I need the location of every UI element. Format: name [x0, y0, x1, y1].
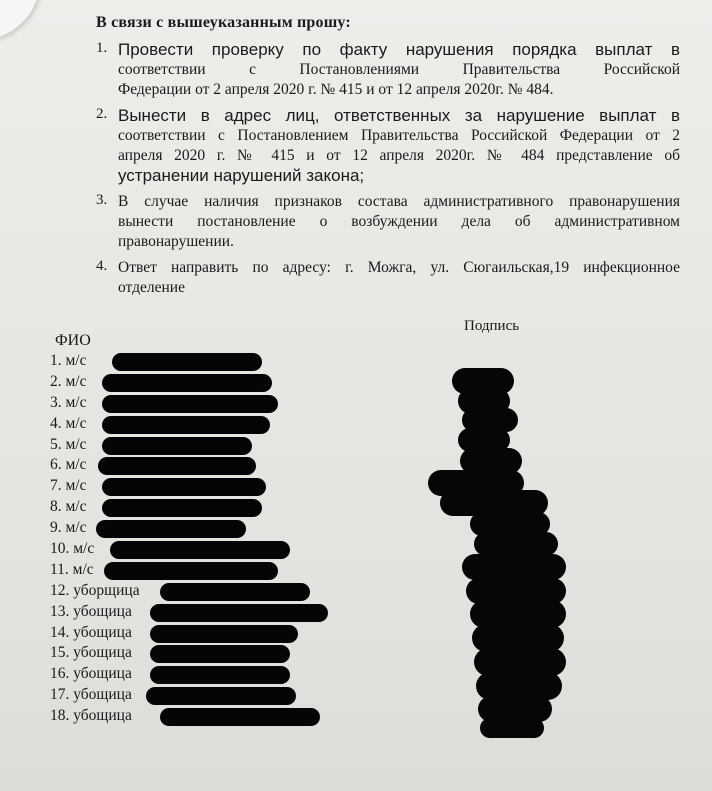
redaction-bar	[102, 416, 270, 434]
staff-position: 6. м/с	[50, 456, 87, 474]
request-item-line: В случае наличия признаков состава административного правонарушения	[118, 193, 680, 210]
staff-row	[50, 685, 140, 706]
redaction-bar	[160, 708, 320, 726]
request-item-line: соответствии с Постановлениями Правительства Российской	[118, 61, 680, 78]
request-item-line: Вынести в адрес лиц, ответственных за нарушение выплат в	[118, 106, 680, 125]
staff-position: 16. убощица	[50, 665, 132, 683]
staff-row	[50, 539, 140, 560]
staff-row	[50, 602, 140, 623]
page-curl	[0, 0, 40, 40]
redaction-bar	[112, 353, 262, 371]
staff-position: 9. м/с	[50, 519, 87, 537]
request-item	[90, 106, 680, 186]
signature-redaction	[474, 532, 558, 556]
staff-row	[50, 623, 140, 644]
request-item-line: соответствии с Постановлением Правительства Российской Федерации от 2	[118, 127, 680, 144]
staff-list	[50, 351, 140, 727]
staff-position: 12. уборщица	[50, 581, 140, 599]
staff-position: 1. м/с	[50, 352, 87, 369]
staff-row	[50, 455, 140, 476]
redaction-bar	[102, 374, 272, 392]
staff-row	[50, 372, 140, 393]
staff-position: 7. м/с	[50, 477, 87, 495]
staff-row	[50, 497, 140, 518]
request-item-line: Федерации от 2 апреля 2020 г. № 415 и от 12 апреля 2020г. № 484.	[118, 81, 554, 98]
redaction-bar	[104, 562, 278, 580]
request-item	[90, 258, 680, 298]
redaction-bar	[150, 645, 290, 663]
staff-position: 11. м/с	[50, 560, 94, 578]
request-item-number: 1.	[96, 40, 108, 56]
request-item-line: апреля 2020 г. № 415 и от 12 апреля 2020г. № 484 представление об	[118, 147, 680, 164]
signature-redaction	[462, 554, 566, 580]
staff-row	[50, 476, 140, 497]
staff-row	[50, 414, 140, 435]
request-intro: В связи с вышеуказанным прошу:	[96, 14, 351, 31]
redaction-bar	[102, 437, 252, 455]
staff-position: 5. м/с	[50, 435, 87, 453]
staff-position: 15. убощица	[50, 644, 132, 662]
staff-position: 10. м/с	[50, 540, 95, 558]
request-item-line: Ответ направить по адресу: г. Можга, ул. Сюгаильская,19 инфекционное	[118, 259, 680, 276]
redaction-bar	[102, 395, 278, 413]
staff-row	[50, 664, 140, 685]
staff-row	[50, 706, 140, 727]
staff-row	[50, 518, 140, 539]
staff-row	[50, 351, 140, 372]
request-item-line: отделение	[118, 279, 185, 296]
redaction-bar	[150, 604, 328, 622]
redaction-bar	[146, 687, 296, 705]
request-item-number: 4.	[96, 258, 108, 274]
request-item-line: правонарушении.	[118, 233, 234, 250]
staff-position: 2. м/с	[50, 372, 87, 390]
redaction-bar	[160, 583, 310, 601]
request-item-line: устранении нарушений закона;	[118, 166, 365, 185]
staff-position: 3. м/с	[50, 393, 87, 411]
request-item-number: 3.	[96, 192, 108, 208]
staff-position: 18. убощица	[50, 707, 132, 725]
redaction-bar	[150, 666, 290, 684]
redaction-bar	[150, 625, 298, 643]
request-item-number: 2.	[96, 106, 108, 122]
request-item-line: вынести постановление о возбуждении дела об административном	[118, 213, 680, 230]
staff-row	[50, 581, 140, 602]
redaction-bar	[102, 478, 266, 496]
staff-row	[50, 393, 140, 414]
redaction-bar	[102, 499, 262, 517]
staff-row	[50, 435, 140, 456]
staff-row	[50, 643, 140, 664]
fio-column-header: ФИО	[55, 332, 91, 349]
request-item-line: Провести проверку по факту нарушения порядка выплат в	[118, 40, 680, 59]
staff-row	[50, 560, 140, 581]
request-item	[90, 192, 680, 252]
signature-column-header: Подпись	[464, 318, 520, 334]
staff-position: 17. убощица	[50, 686, 132, 704]
signature-redaction	[480, 718, 544, 738]
redaction-bar	[98, 457, 256, 475]
staff-position: 13. убощица	[50, 602, 132, 620]
request-item	[90, 40, 680, 100]
redaction-bar	[110, 541, 290, 559]
staff-position: 4. м/с	[50, 414, 87, 432]
request-list	[90, 40, 680, 304]
redaction-bar	[96, 520, 246, 538]
staff-position: 8. м/с	[50, 498, 87, 516]
staff-position: 14. убощица	[50, 623, 132, 641]
